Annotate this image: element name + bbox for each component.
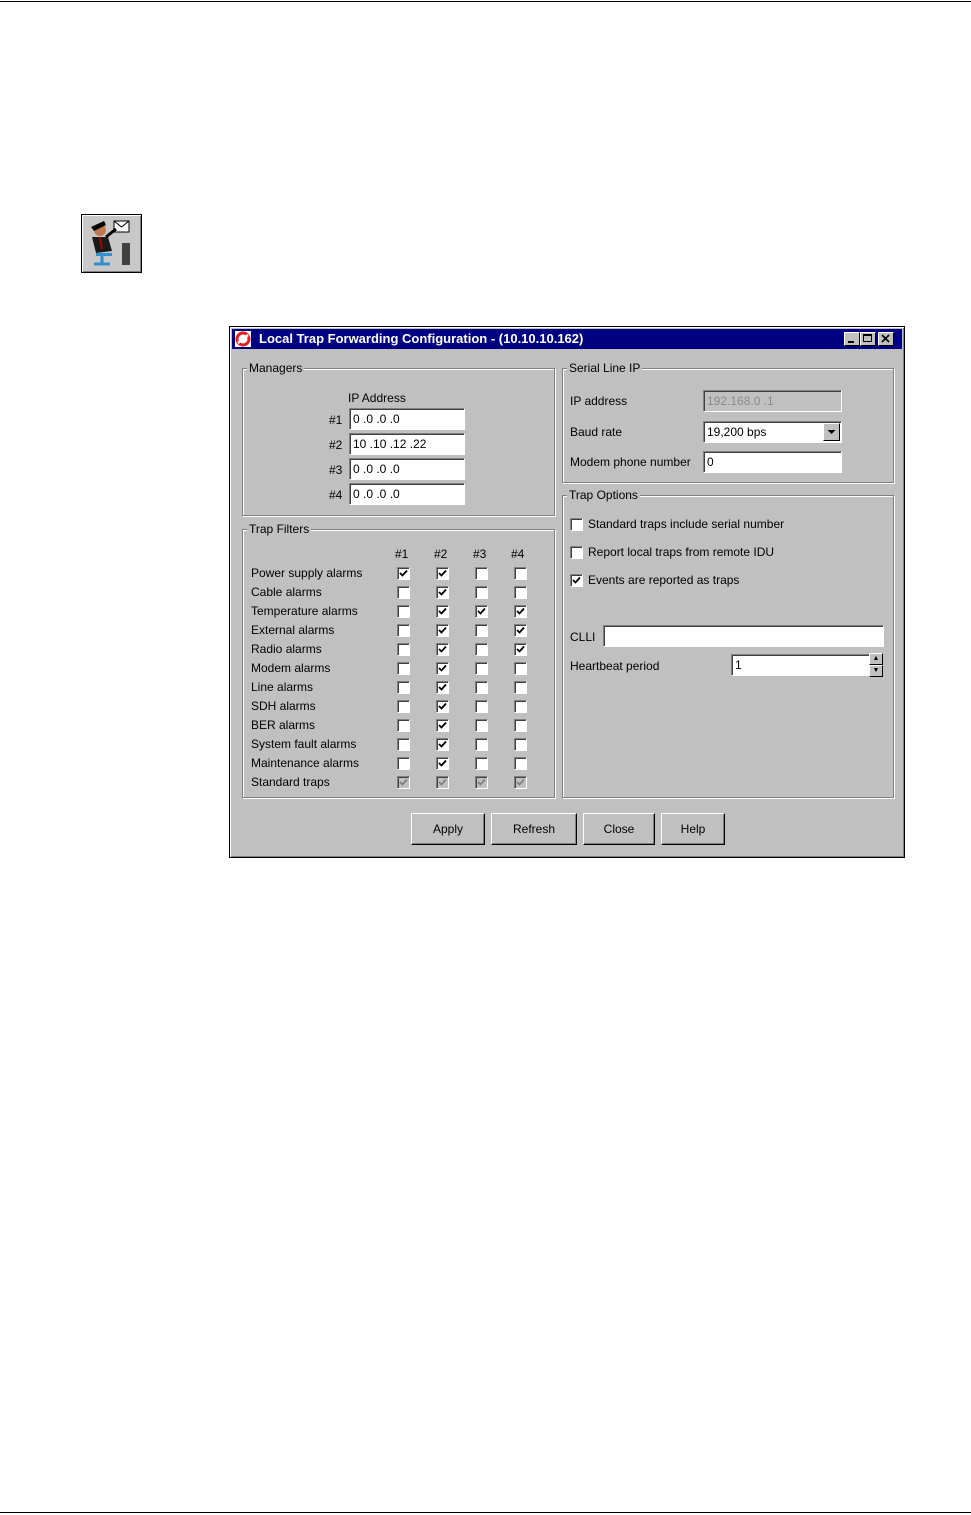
serial-ip-label: IP address: [570, 394, 628, 408]
trap-option-label: Standard traps include serial number: [588, 517, 785, 531]
trap-filter-checkbox[interactable]: [514, 719, 527, 732]
trap-filter-checkbox[interactable]: [436, 567, 449, 580]
heartbeat-label: Heartbeat period: [570, 659, 660, 673]
baud-rate-label: Baud rate: [570, 425, 623, 439]
trap-filter-checkbox: [436, 776, 449, 789]
filter-column-4-header: #4: [511, 547, 525, 561]
trap-filter-checkbox[interactable]: [475, 700, 488, 713]
trap-filter-checkbox[interactable]: [397, 719, 410, 732]
heartbeat-field[interactable]: 1: [731, 654, 870, 676]
refresh-button[interactable]: Refresh: [491, 813, 577, 845]
serial-ip-field: 192.168.0 .1: [703, 390, 842, 412]
trap-filter-checkbox[interactable]: [475, 719, 488, 732]
trap-option-label: Events are reported as traps: [588, 573, 740, 587]
page-top-rule: [0, 1, 971, 2]
manager-3-label: #3: [329, 463, 343, 477]
trap-filter-checkbox[interactable]: [514, 700, 527, 713]
apply-button[interactable]: Apply: [411, 813, 485, 845]
manager-4-ip-field[interactable]: 0 .0 .0 .0: [349, 483, 465, 505]
trap-forwarding-window: [229, 326, 905, 858]
trap-filter-checkbox[interactable]: [436, 700, 449, 713]
trap-filter-label: Temperature alarms: [251, 604, 358, 618]
trap-filter-checkbox: [514, 776, 527, 789]
trap-filter-checkbox[interactable]: [397, 662, 410, 675]
trap-filter-checkbox[interactable]: [397, 624, 410, 637]
manager-2-label: #2: [329, 438, 343, 452]
spin-down-icon[interactable]: ▼: [869, 665, 883, 677]
manager-1-label: #1: [329, 413, 343, 427]
trap-filter-checkbox: [475, 776, 488, 789]
trap-filter-checkbox[interactable]: [514, 738, 527, 751]
trap-filter-checkbox[interactable]: [436, 605, 449, 618]
trap-filter-checkbox[interactable]: [475, 567, 488, 580]
chevron-down-icon[interactable]: [823, 423, 840, 441]
trap-option-checkbox[interactable]: [570, 518, 583, 531]
trap-filter-checkbox[interactable]: [514, 624, 527, 637]
managers-group: [242, 361, 555, 516]
trap-filter-checkbox[interactable]: [397, 567, 410, 580]
title-bar[interactable]: [232, 329, 902, 349]
trap-filter-checkbox[interactable]: [514, 757, 527, 770]
trap-filters-legend: Trap Filters: [249, 522, 310, 536]
trap-filter-checkbox[interactable]: [397, 757, 410, 770]
trap-filter-checkbox[interactable]: [436, 586, 449, 599]
trap-filter-label: System fault alarms: [251, 737, 357, 751]
window-title: Local Trap Forwarding Configuration - (10.10.10.162): [259, 331, 584, 346]
trap-filter-checkbox[interactable]: [436, 643, 449, 656]
spin-up-icon[interactable]: ▲: [869, 653, 883, 665]
trap-option-label: Report local traps from remote IDU: [588, 545, 775, 559]
trap-options-legend: Trap Options: [569, 488, 638, 502]
trap-forwarding-icon[interactable]: [81, 214, 142, 273]
trap-filter-checkbox[interactable]: [475, 681, 488, 694]
filter-column-3-header: #3: [473, 547, 487, 561]
managers-legend: Managers: [249, 361, 303, 375]
trap-filter-checkbox[interactable]: [514, 605, 527, 618]
manager-3-ip-field[interactable]: 0 .0 .0 .0: [349, 458, 465, 480]
trap-filter-checkbox[interactable]: [436, 738, 449, 751]
close-window-button[interactable]: [878, 332, 894, 346]
clli-label: CLLI: [570, 630, 596, 644]
trap-filter-label: Standard traps: [251, 775, 330, 789]
trap-filter-checkbox[interactable]: [436, 681, 449, 694]
trap-filter-checkbox[interactable]: [475, 738, 488, 751]
maximize-button[interactable]: [860, 332, 876, 346]
trap-filter-checkbox[interactable]: [397, 700, 410, 713]
trap-filter-checkbox[interactable]: [436, 719, 449, 732]
trap-filter-checkbox[interactable]: [436, 662, 449, 675]
manager-4-label: #4: [329, 488, 343, 502]
trap-filter-label: Modem alarms: [251, 661, 331, 675]
manager-2-ip-field[interactable]: 10 .10 .12 .22: [349, 433, 465, 455]
trap-option-checkbox[interactable]: [570, 546, 583, 559]
filter-column-1-header: #1: [395, 547, 409, 561]
trap-filter-label: Maintenance alarms: [251, 756, 360, 770]
trap-filter-label: SDH alarms: [251, 699, 316, 713]
trap-filter-checkbox[interactable]: [475, 662, 488, 675]
baud-rate-select[interactable]: [703, 421, 842, 443]
serial-line-ip-group: [562, 361, 894, 483]
clli-field[interactable]: [603, 625, 884, 647]
minimize-button[interactable]: [844, 332, 860, 346]
heartbeat-spinner[interactable]: [869, 653, 883, 677]
trap-filter-checkbox[interactable]: [475, 605, 488, 618]
trap-filter-checkbox[interactable]: [436, 624, 449, 637]
trap-filter-checkbox[interactable]: [397, 681, 410, 694]
serial-line-ip-legend: Serial Line IP: [569, 361, 641, 375]
trap-options-group: [562, 488, 894, 798]
trap-filter-label: Line alarms: [251, 680, 314, 694]
close-button[interactable]: Close: [583, 813, 655, 845]
trap-filter-checkbox[interactable]: [397, 605, 410, 618]
trap-filter-checkbox: [397, 776, 410, 789]
trap-filter-checkbox[interactable]: [475, 624, 488, 637]
trap-filters-group: [242, 522, 555, 798]
trap-filter-checkbox[interactable]: [514, 681, 527, 694]
trap-filter-checkbox[interactable]: [514, 586, 527, 599]
trap-filter-label: External alarms: [251, 623, 335, 637]
baud-rate-value: 19,200 bps: [707, 425, 767, 439]
help-button[interactable]: Help: [661, 813, 725, 845]
ip-address-header: IP Address: [348, 391, 406, 405]
trap-filter-checkbox[interactable]: [397, 586, 410, 599]
trap-filter-label: Cable alarms: [251, 585, 322, 599]
trap-filter-checkbox[interactable]: [475, 586, 488, 599]
trap-filter-checkbox[interactable]: [514, 662, 527, 675]
trap-filter-checkbox[interactable]: [475, 757, 488, 770]
filter-column-2-header: #2: [434, 547, 448, 561]
trap-filter-label: BER alarms: [251, 718, 316, 732]
trap-option-checkbox[interactable]: [570, 574, 583, 587]
trap-filter-label: Radio alarms: [251, 642, 322, 656]
modem-phone-field[interactable]: 0: [703, 451, 842, 473]
trap-filter-checkbox[interactable]: [514, 567, 527, 580]
trap-filter-label: Power supply alarms: [251, 566, 363, 580]
app-logo-icon: [235, 331, 251, 347]
trap-filter-checkbox[interactable]: [436, 757, 449, 770]
trap-filter-checkbox[interactable]: [475, 643, 488, 656]
modem-phone-label: Modem phone number: [570, 455, 691, 469]
trap-filter-checkbox[interactable]: [514, 643, 527, 656]
trap-filter-checkbox[interactable]: [397, 643, 410, 656]
page-bottom-rule: [0, 1512, 971, 1513]
manager-1-ip-field[interactable]: 0 .0 .0 .0: [349, 408, 465, 430]
trap-filter-checkbox[interactable]: [397, 738, 410, 751]
